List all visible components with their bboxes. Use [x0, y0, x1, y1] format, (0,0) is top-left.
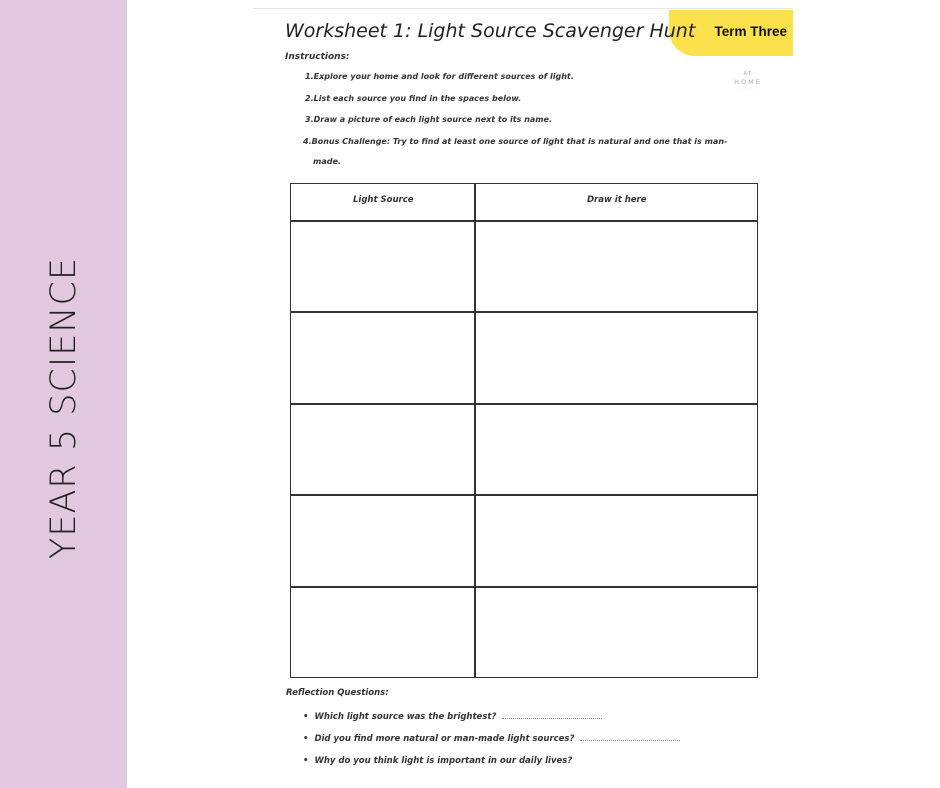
- logo-middle-text: HOME: [734, 78, 762, 86]
- term-label: Term Three: [714, 24, 787, 39]
- reflection-question-2: • Did you find more natural or man-made light sources?: [303, 734, 680, 744]
- instruction-step-3: 3.Draw a picture of each light source next to its name.: [305, 115, 553, 124]
- table-row-divider: [291, 311, 757, 313]
- logo: [731, 70, 765, 94]
- reflection-heading: Reflection Questions:: [286, 688, 389, 698]
- table-row-divider: [291, 494, 757, 496]
- table-row-divider: [291, 403, 757, 405]
- reflection-question-1-text: Which light source was the brightest?: [314, 712, 497, 722]
- page-top-border: [253, 8, 793, 9]
- reflection-question-2-text: Did you find more natural or man-made light sources?: [314, 734, 575, 744]
- answer-line: [502, 718, 602, 719]
- instruction-step-1: 1.Explore your home and look for different sources of light.: [305, 72, 574, 81]
- reflection-question-1: • Which light source was the brightest?: [303, 712, 602, 722]
- answer-line: [580, 740, 680, 741]
- logo-top-text: AT: [743, 71, 753, 77]
- table-header-light-source: Light Source: [353, 195, 414, 205]
- instruction-step-2: 2.List each source you find in the spaces below.: [305, 94, 522, 103]
- table-header-draw-it-here: Draw it here: [587, 195, 647, 205]
- worksheet-title: Worksheet 1: Light Source Scavenger Hunt: [285, 20, 696, 42]
- light-source-table: [290, 183, 758, 678]
- table-column-divider: [474, 184, 476, 677]
- logo-bottom-text: · · · ·: [737, 87, 759, 93]
- table-row-divider: [291, 220, 757, 222]
- table-row-divider: [291, 586, 757, 588]
- sidebar: [0, 0, 127, 788]
- sidebar-label: YEAR 5 SCIENCE: [44, 256, 84, 560]
- worksheet-page: [253, 8, 793, 788]
- instruction-step-4-continued: made.: [313, 157, 341, 166]
- instruction-step-4: 4.Bonus Challenge: Try to find at least one source of light that is natural and one that is man-: [303, 137, 728, 146]
- reflection-question-3-text: Why do you think light is important in our daily lives?: [314, 756, 573, 766]
- instructions-heading: Instructions:: [285, 52, 350, 62]
- reflection-question-3: • Why do you think light is important in our daily lives?: [303, 756, 573, 766]
